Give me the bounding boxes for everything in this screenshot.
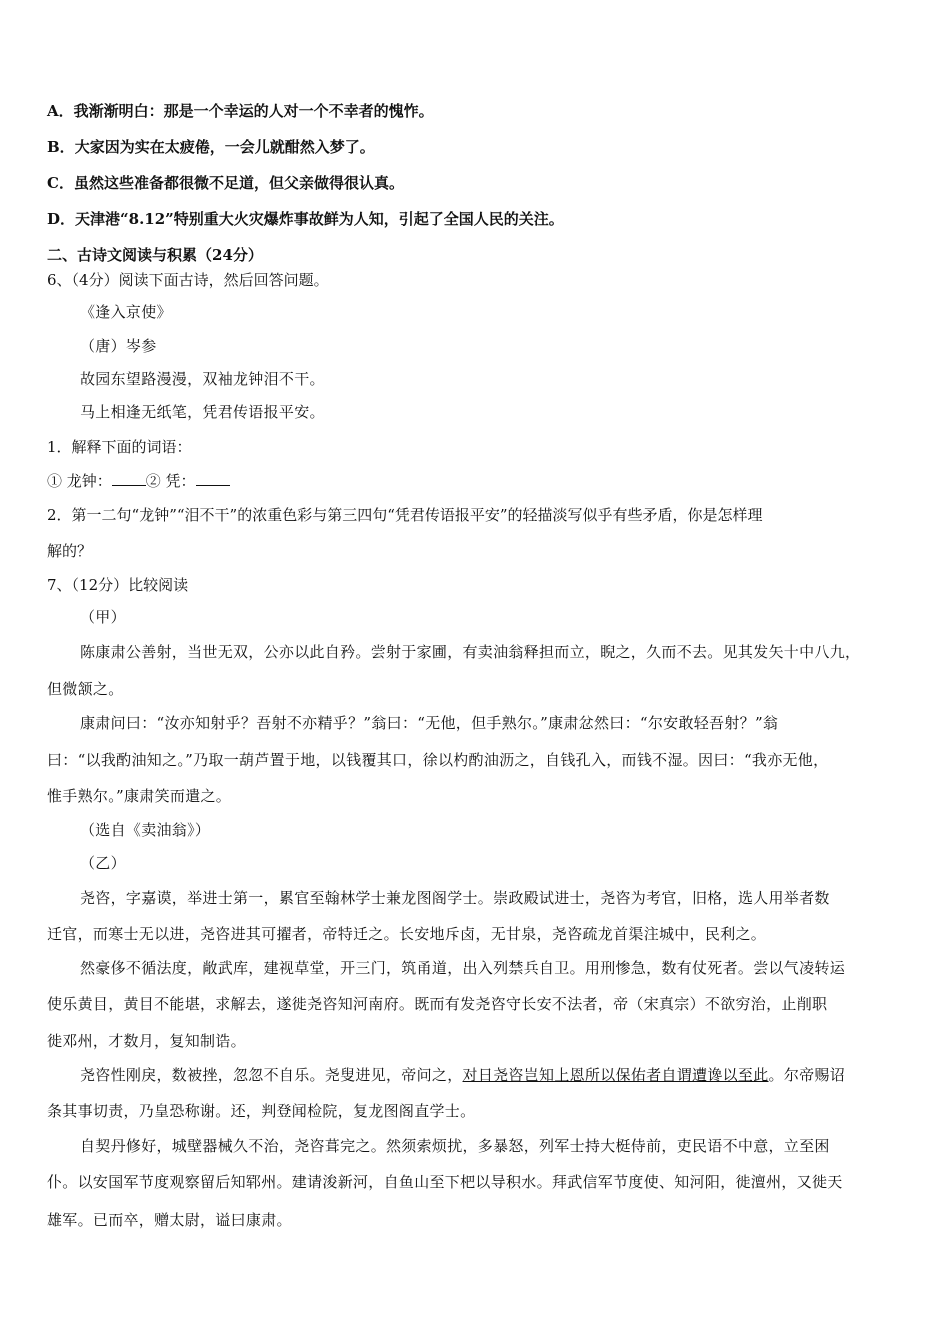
passage-line: 但微颔之。	[47, 680, 124, 698]
passage-line: 雄军。已而卒，赠太尉，谥曰康肃。	[47, 1211, 292, 1229]
passage-line: 康肃问曰：“汝亦知射乎？吾射不亦精乎？”翁曰：“无他，但手熟尔。”康肃忿然曰：“尔安敢轻吾射？”翁	[80, 714, 779, 732]
option-c	[47, 173, 404, 193]
option-b	[47, 137, 375, 157]
section-title: 二、古诗文阅读与积累（24分）	[47, 246, 263, 264]
subquestion-2-cont: 解的？	[47, 542, 93, 560]
answer-blank[interactable]	[112, 471, 146, 486]
passage-line: 曰：“以我酌油知之。”乃取一葫芦置于地，以钱覆其口，徐以杓酌油沥之，自钱孔入，而钱不湿。因曰：“我亦无他，	[47, 751, 829, 769]
option-a	[47, 101, 434, 121]
blank-label: ② 凭：	[145, 472, 196, 490]
option-text: 天津港“8.12”特别重大火灾爆炸事故鲜为人知，引起了全国人民的关注。	[75, 210, 564, 228]
poem-title: 《逢入京使》	[80, 303, 172, 321]
blank-label: ① 龙钟：	[47, 472, 112, 490]
passage-line: 条其事切责，乃皇恐称谢。还，判登闻检院，复龙图阁直学士。	[47, 1102, 476, 1120]
passage-line: 陈康肃公善射，当世无双，公亦以此自矜。尝射于家圃，有卖油翁释担而立，睨之，久而不去。见其发矢十中八九，	[80, 643, 861, 661]
subquestion-1: 1．解释下面的词语：	[47, 438, 192, 456]
passage-text: 尧咨性刚戾，数被挫，忽忽不自乐。尧叟进见，帝问之，	[80, 1066, 463, 1084]
question-7-header: 7、（12分）比较阅读	[47, 576, 189, 594]
underlined-sentence: 对日尧咨岂知上恩所以保佑者自谓遭谗以至此	[462, 1066, 769, 1084]
passage-line: 尧咨，字嘉谟，举进士第一，累官至翰林学士兼龙图阁学士。崇政殿试进士，尧咨为考官，旧格，选人用举者数	[80, 889, 830, 907]
poem-author: （唐）岑参	[80, 337, 157, 355]
passage-line: 仆。以安国军节度观察留后知郓州。建请浚新河，自鱼山至下杷以导积水。拜武信军节度使、知河阳，徙澶州，又徙天	[47, 1173, 843, 1191]
option-text: 大家因为实在太疲倦，一会儿就酣然入梦了。	[74, 138, 375, 156]
answer-blank[interactable]	[196, 471, 230, 486]
question-6-header: 6、（4分）阅读下面古诗，然后回答问题。	[47, 271, 329, 289]
passage-line	[80, 1065, 845, 1085]
passage-text: 。尔帝赐诏	[768, 1066, 846, 1084]
subquestion-1-blanks	[47, 471, 230, 491]
poem-line: 故园东望路漫漫，双袖龙钟泪不干。	[80, 370, 325, 388]
poem-line: 马上相逢无纸笔，凭君传语报平安。	[80, 403, 325, 421]
option-letter: B．	[47, 138, 75, 156]
option-text: 我渐渐明白：那是一个幸运的人对一个不幸者的愧怍。	[73, 102, 434, 120]
option-letter: C．	[47, 174, 74, 192]
subquestion-2: 2．第一二句“龙钟”“泪不干”的浓重色彩与第三四句“凭君传语报平安”的轻描淡写似乎有些矛盾，你是怎样理	[47, 506, 763, 524]
passage-line: 惟手熟尔。”康肃笑而遣之。	[47, 787, 232, 805]
option-letter: D．	[47, 210, 76, 228]
passage-line: 迁官，而寒士无以进，尧咨进其可擢者，帝特迁之。长安地斥卤，无甘泉，尧咨疏龙首渠注城中，民利之。	[47, 925, 767, 943]
passage-source: （选自《卖油翁》）	[80, 821, 211, 839]
option-letter: A．	[47, 102, 74, 120]
passage-line: 自契丹修好，城壁器械久不治，尧咨葺完之。然须索烦扰，多暴怒，列军士持大梃侍前，吏民语不中意，立至困	[80, 1137, 830, 1155]
passage-line: 徙邓州，才数月，复知制诰。	[47, 1032, 246, 1050]
option-text: 虽然这些准备都很微不足道，但父亲做得很认真。	[73, 174, 404, 192]
option-d	[47, 209, 564, 229]
passage-label-yi: （乙）	[80, 854, 126, 872]
passage-line: 使乐黄目，黄目不能堪，求解去，遂徙尧咨知河南府。既而有发尧咨守长安不法者，帝（宋真宗）不欲穷治，止削职	[47, 995, 828, 1013]
passage-line: 然豪侈不循法度，敞武库，建视草堂，开三门，筑甬道，出入列禁兵自卫。用刑惨急，数有仗死者。尝以气凌转运	[80, 959, 846, 977]
passage-label-jia: （甲）	[80, 608, 126, 626]
